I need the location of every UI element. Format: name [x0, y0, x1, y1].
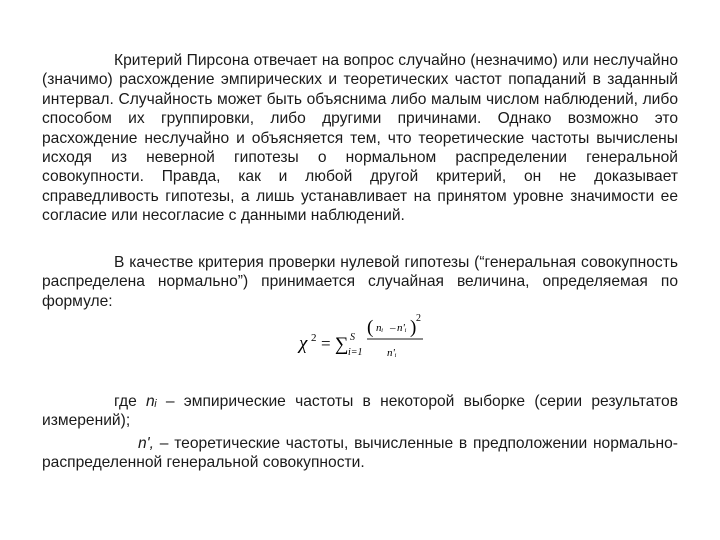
formula-numerator-minus: –	[390, 322, 396, 334]
paragraph-empirical-frequencies	[42, 392, 678, 431]
paragraph-null-hypothesis	[42, 253, 678, 311]
formula-paren-close: )	[410, 317, 417, 338]
formula-numerator-b: n'ᵢ	[397, 322, 407, 334]
p3-prefix: где	[114, 393, 137, 410]
formula-equals: =	[321, 334, 331, 353]
formula-chi-power: 2	[311, 332, 317, 344]
formula-sum-sign: ∑	[335, 334, 349, 355]
formula-denominator: n'ᵢ	[387, 347, 397, 359]
formula-sum-upper: S	[350, 332, 355, 343]
formula-numerator-power: 2	[416, 313, 421, 324]
formula-sum-lower: i=1	[348, 347, 363, 358]
chi-square-formula	[297, 312, 437, 374]
paragraph-pearson-criterion	[42, 51, 678, 226]
p4-variable: n',	[138, 435, 154, 452]
formula-svg	[297, 312, 437, 374]
p3-rest: – эмпирические частоты в некоторой выборке (серии результатов измерений);	[42, 393, 678, 430]
p4-rest: – теоретические частоты, вычисленные в предположении нормально-распределенной генеральной совокупности.	[42, 435, 678, 472]
formula-numerator-a: nᵢ	[376, 322, 384, 334]
paragraph-2-text: В качестве критерия проверки нулевой гипотезы (“генеральная совокупность распределена нормально”) принимается случайная величина, определяемая по формуле:	[42, 254, 678, 310]
formula-chi: χ	[299, 333, 308, 354]
formula-paren-open: (	[367, 317, 374, 338]
paragraph-1-text: Критерий Пирсона отвечает на вопрос случайно (незначимо) или неслучайно (значимо) расхождение эмпирических и теоретических частот попаданий в заданный интервал. Случайность может быть объяснима либо малым числом наблюдений, либо способом их группировки, либо другими причинами. Однако возможно это расхождение неслучайно и объясняется тем, что теоретические частоты вычислены исходя из неверной гипотезы о нормальном распределении генеральной совокупности. Правда, как и любой другой критерий, он не доказывает справедливость гипотезы, а лишь устанавливает на принятом уровне значимости ее согласие или несогласие с данными наблюдений.	[42, 52, 678, 225]
paragraph-theoretical-frequencies	[42, 434, 678, 473]
p3-variable: nᵢ	[146, 393, 157, 410]
